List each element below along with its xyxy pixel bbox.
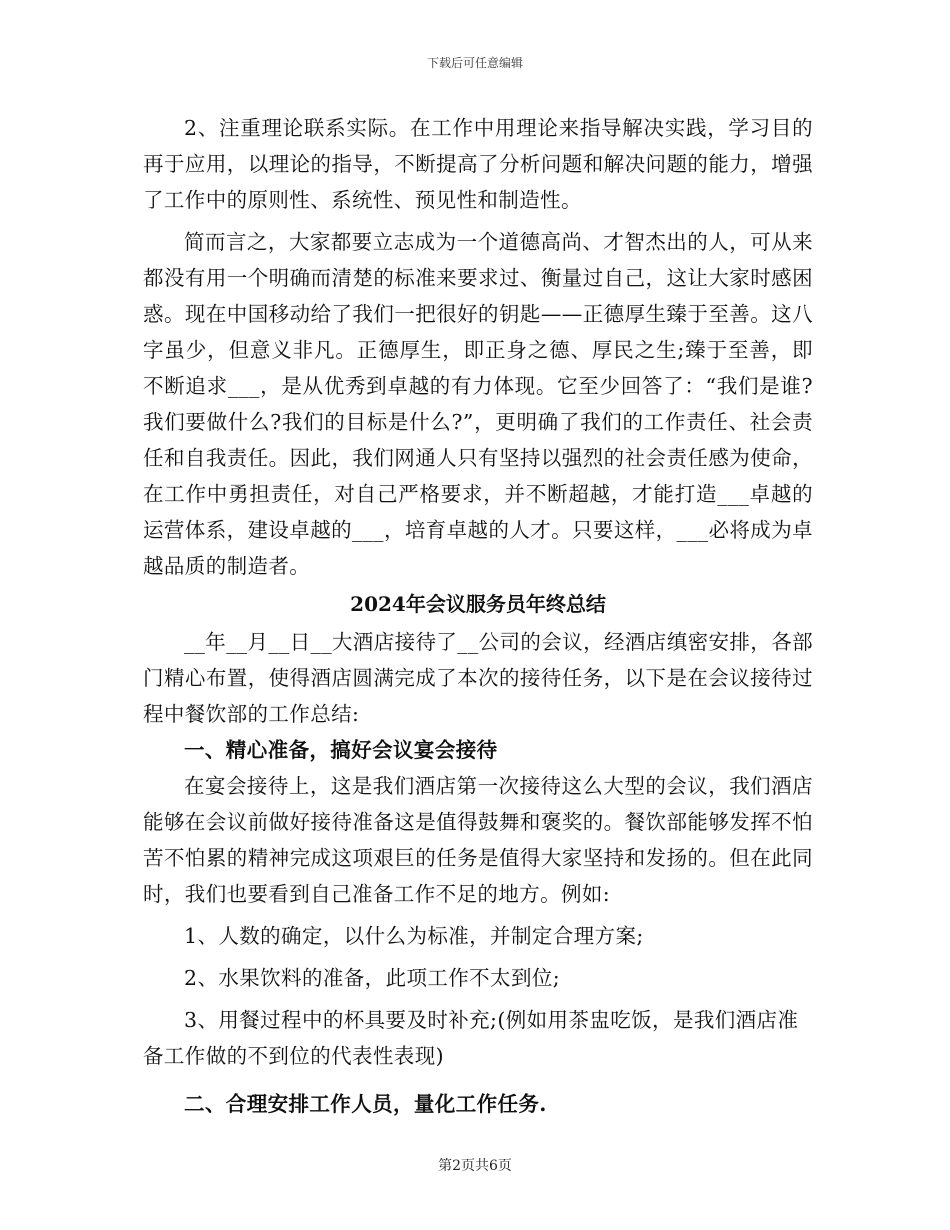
list-item: 1、人数的确定，以什么为标准，并制定合理方案;: [184, 924, 644, 948]
paragraph-theory-practice: 2、注重理论联系实际。在工作中用理论来指导解决实践，学习目的再于应用，以理论的指导，不断提高了分析问题和解决问题的能力，增强了工作中的原则性、系统性、预见性和制造性。: [143, 116, 813, 212]
section-title: 2024年会议服务员年终总结: [350, 592, 606, 616]
heading-2: 二、合理安排工作人员，量化工作任务.: [184, 1092, 547, 1116]
paragraph-summary: 简而言之，大家都要立志成为一个道德高尚、才智杰出的人，可从来都没有用一个明确而清楚的标准来要求过、衡量过自己，这让大家时感困惑。现在中国移动给了我们一把很好的钥匙——正德厚生臻于至善。这八字虽少，但意义非凡。正德厚生，即正身之德、厚民之生;臻于至善，即不断追求___，是从优秀到卓越的有力体现。它至少回答了：“我们是谁?我们要做什么?我们的目标是什么?”，更明确了我们的工作责任、社会责任和自我责任。因此，我们网通人只有坚持以强烈的社会责任感为使命，在工作中勇担责任，对自己严格要求，并不断超越，才能打造___卓越的运营体系，建设卓越的___，培育卓越的人才。只要这样，___必将成为卓越品质的制造者。: [143, 230, 813, 578]
page-header: 下载后可任意编辑: [426, 56, 523, 70]
list-item: 2、水果饮料的准备，此项工作不太到位;: [184, 966, 561, 990]
paragraph-intro: __年__月__日__大酒店接待了__公司的会议，经酒店缜密安排，各部门精心布置，使得酒店圆满完成了本次的接待任务，以下是在会议接待过程中餐饮部的工作总结:: [143, 630, 813, 726]
document-body: [143, 110, 813, 1122]
page-footer: 第2页共6页: [438, 1158, 512, 1174]
heading-1: 一、精心准备，搞好会议宴会接待: [184, 738, 498, 762]
paragraph-banquet: 在宴会接待上，这是我们酒店第一次接待这么大型的会议，我们酒店能够在会议前做好接待准备这是值得鼓舞和褒奖的。餐饮部能够发挥不怕苦不怕累的精神完成这项艰巨的任务是值得大家坚持和发扬的。但在此同时，我们也要看到自己准备工作不足的地方。例如:: [143, 774, 813, 906]
list-item: 3、用餐过程中的杯具要及时补充;(例如用茶盅吃饭，是我们酒店准备工作做的不到位的代表性表现): [143, 1008, 799, 1068]
